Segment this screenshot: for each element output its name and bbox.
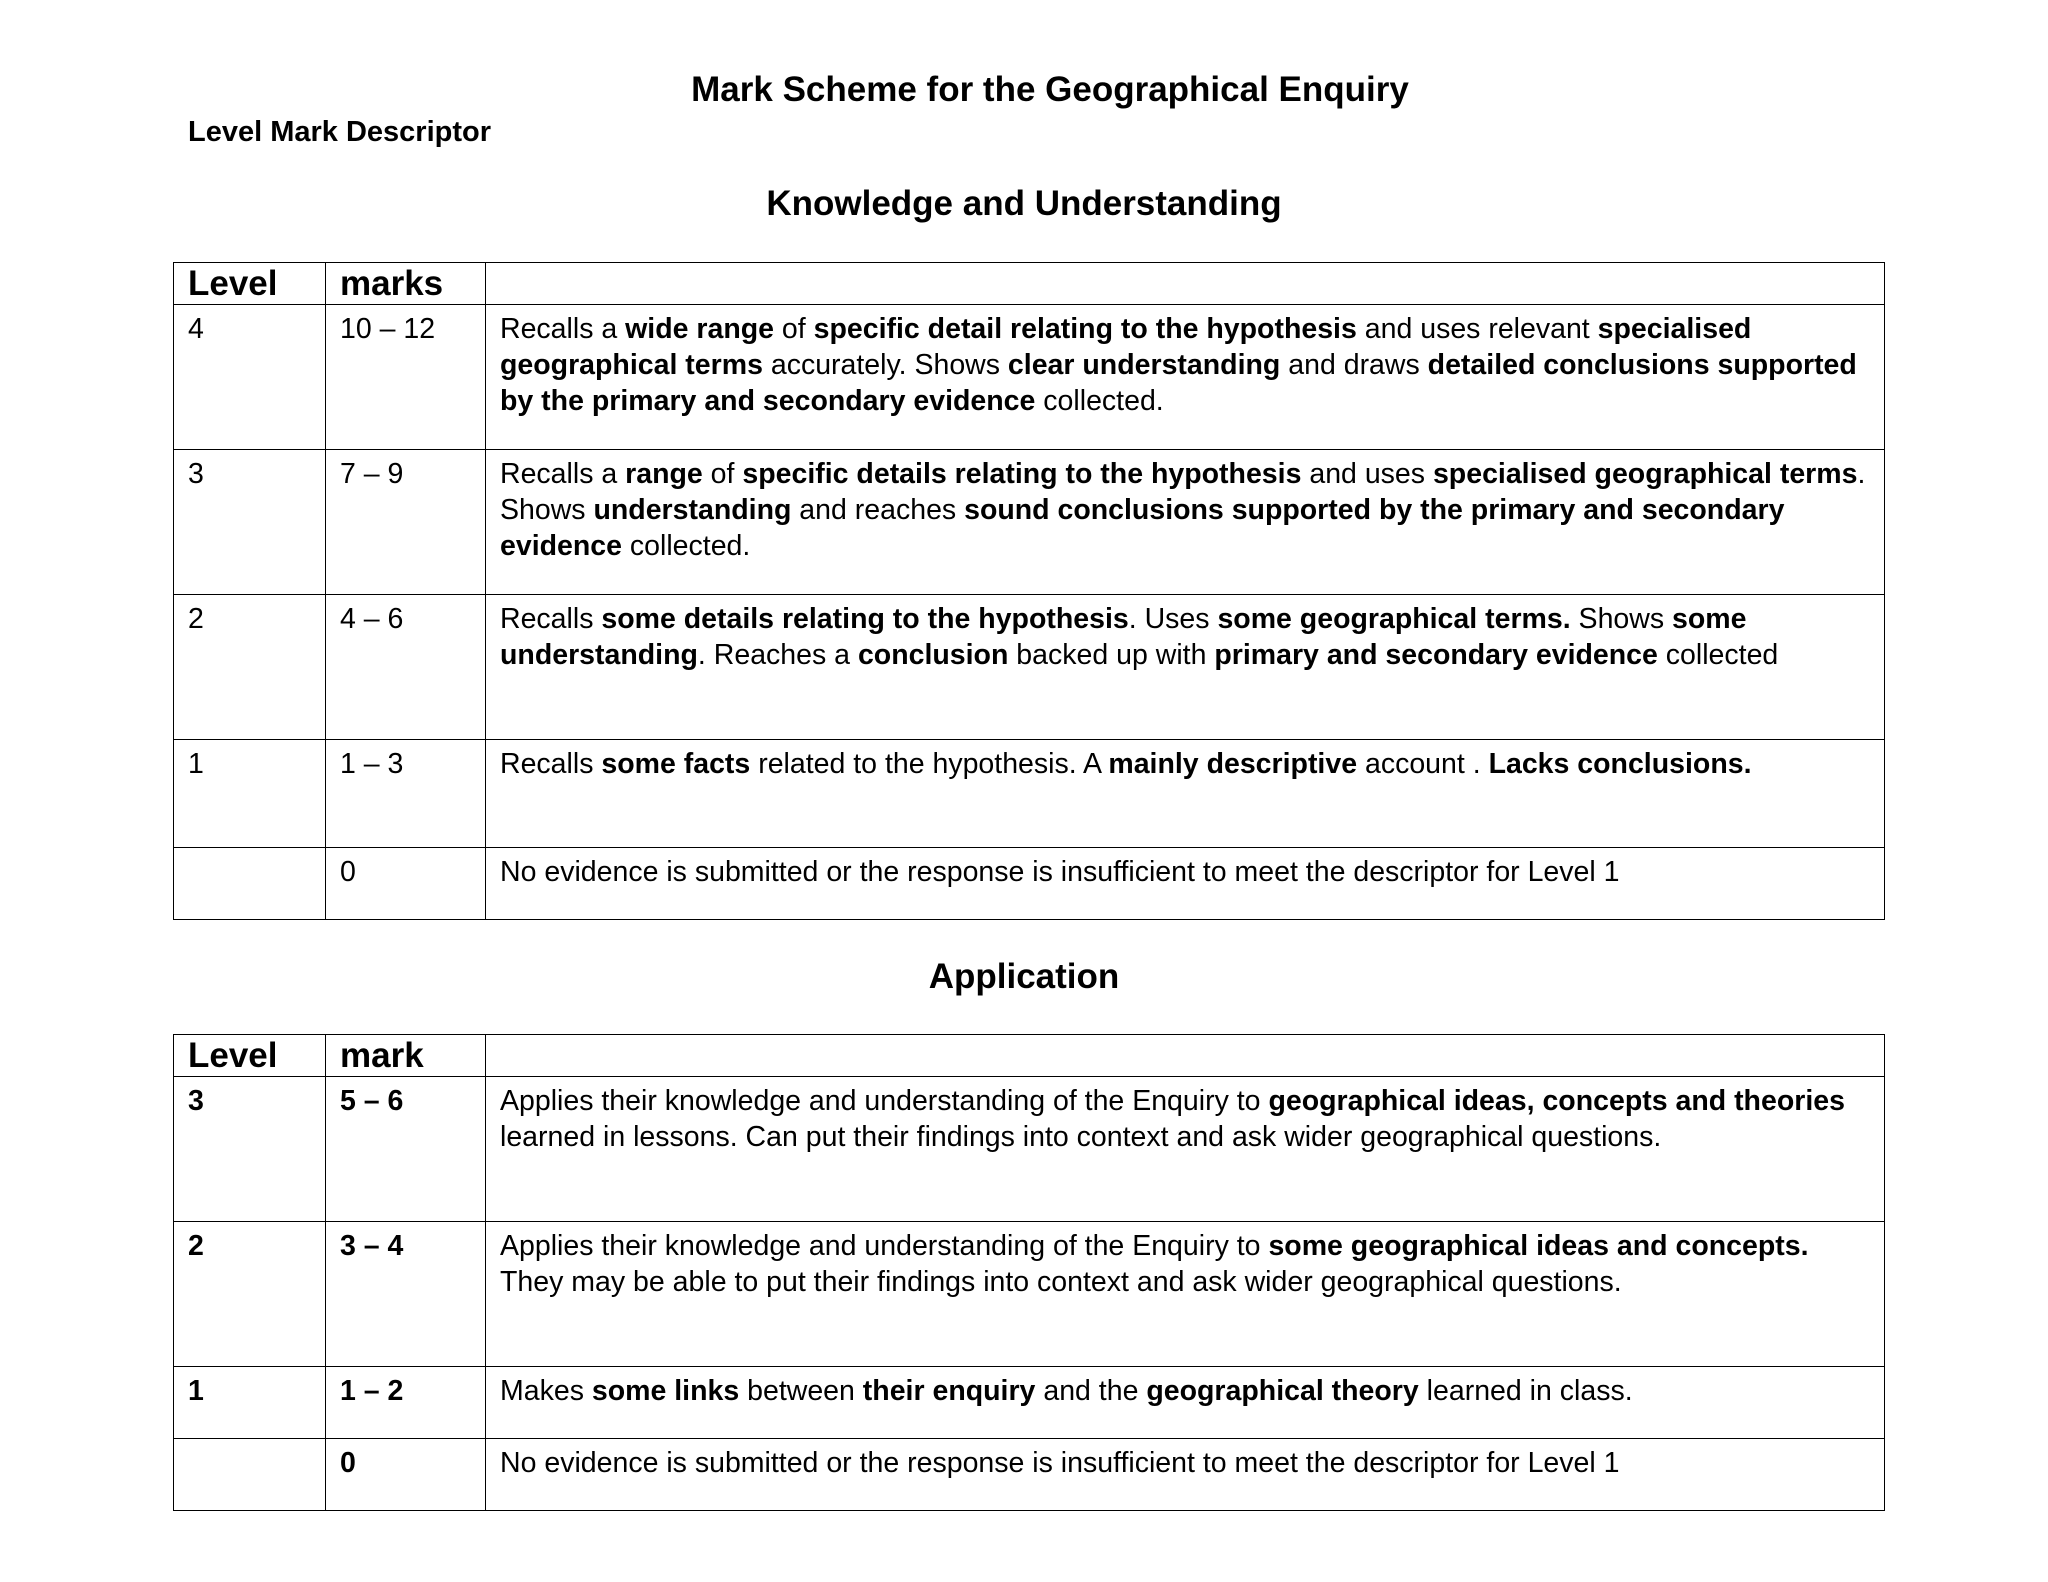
descriptor-text: some understanding xyxy=(500,603,1747,671)
table-row xyxy=(174,595,1885,740)
marks-cell: 5 – 6 xyxy=(326,1077,486,1222)
descriptor-text: sound conclusions supported by the primary and secondary evidence xyxy=(500,494,1785,562)
level-cell: 3 xyxy=(174,450,326,595)
header-marks: mark xyxy=(326,1035,486,1077)
descriptor-cell xyxy=(486,848,1885,920)
table-row xyxy=(174,1077,1885,1222)
descriptor-text: No evidence is submitted or the response is insufficient to meet the descriptor for Level 1 xyxy=(500,856,1620,888)
table-row xyxy=(174,1439,1885,1511)
descriptor-text: learned in class. xyxy=(1418,1375,1633,1407)
descriptor-text: range xyxy=(625,458,703,490)
marks-cell: 7 – 9 xyxy=(326,450,486,595)
descriptor-text: some geographical ideas and concepts. xyxy=(1268,1230,1809,1262)
header-descriptor xyxy=(486,1035,1885,1077)
descriptor-text: some details relating to the hypothesis xyxy=(601,603,1129,635)
descriptor-text: They may be able to put their findings into context and ask wider geographical questions. xyxy=(500,1266,1622,1298)
header-marks: marks xyxy=(326,263,486,305)
descriptor-text: . Shows xyxy=(500,458,1866,526)
descriptor-text: Makes xyxy=(500,1375,592,1407)
descriptor-text: Applies their knowledge and understanding of the Enquiry to xyxy=(500,1085,1269,1117)
table-row xyxy=(174,450,1885,595)
descriptor-text: learned in lessons. Can put their findings into context and ask wider geographical questions. xyxy=(500,1121,1662,1153)
descriptor-text: primary and secondary evidence xyxy=(1214,639,1658,671)
marks-cell: 1 – 2 xyxy=(326,1367,486,1439)
descriptor-text: some geographical terms. xyxy=(1217,603,1571,635)
descriptor-text: of xyxy=(774,313,814,345)
descriptor-text: some links xyxy=(591,1375,740,1407)
table-row xyxy=(174,1367,1885,1439)
descriptor-text: Recalls xyxy=(500,603,602,635)
application-table xyxy=(173,1034,1885,1511)
descriptor-cell xyxy=(486,595,1885,740)
descriptor-text: collected xyxy=(1657,639,1779,671)
level-cell: 4 xyxy=(174,305,326,450)
descriptor-text: and reaches xyxy=(791,494,965,526)
marks-cell: 0 xyxy=(326,848,486,920)
descriptor-text: wide range xyxy=(625,313,775,345)
level-mark-descriptor-heading: Level Mark Descriptor xyxy=(188,116,492,148)
header-level: Level xyxy=(174,1035,326,1077)
descriptor-cell xyxy=(486,1367,1885,1439)
knowledge-table xyxy=(173,262,1885,920)
descriptor-cell xyxy=(486,740,1885,848)
descriptor-text: collected. xyxy=(1035,385,1164,417)
level-cell: 1 xyxy=(174,1367,326,1439)
descriptor-text: of xyxy=(702,458,743,490)
document-title: Mark Scheme for the Geographical Enquiry xyxy=(691,70,1409,109)
descriptor-text: Lacks conclusions. xyxy=(1488,748,1752,780)
table-header-row xyxy=(174,263,1885,305)
descriptor-cell xyxy=(486,450,1885,595)
table-header-row xyxy=(174,1035,1885,1077)
table-row xyxy=(174,305,1885,450)
knowledge-section-title: Knowledge and Understanding xyxy=(766,184,1282,223)
descriptor-text: Applies their knowledge and understanding of the Enquiry to xyxy=(500,1230,1269,1262)
descriptor-text: and uses relevant xyxy=(1356,313,1598,345)
descriptor-text: geographical ideas, concepts and theories xyxy=(1268,1085,1845,1117)
level-cell xyxy=(174,1439,326,1511)
descriptor-text: Recalls a xyxy=(500,458,626,490)
descriptor-text: Recalls a xyxy=(500,313,626,345)
descriptor-text: . Reaches a xyxy=(697,639,858,671)
header-level: Level xyxy=(174,263,326,305)
header-descriptor xyxy=(486,263,1885,305)
marks-cell: 0 xyxy=(326,1439,486,1511)
level-cell: 1 xyxy=(174,740,326,848)
marks-cell: 4 – 6 xyxy=(326,595,486,740)
descriptor-cell xyxy=(486,1222,1885,1367)
descriptor-text: conclusion xyxy=(857,639,1009,671)
descriptor-cell xyxy=(486,1077,1885,1222)
level-cell: 3 xyxy=(174,1077,326,1222)
descriptor-text: and draws xyxy=(1280,349,1428,381)
descriptor-text: No evidence is submitted or the response is insufficient to meet the descriptor for Level 1 xyxy=(500,1447,1620,1479)
table-row xyxy=(174,848,1885,920)
level-cell: 2 xyxy=(174,595,326,740)
descriptor-text: specialised geographical terms xyxy=(500,313,1752,381)
descriptor-cell xyxy=(486,305,1885,450)
level-cell: 2 xyxy=(174,1222,326,1367)
descriptor-text: detailed conclusions supported by the primary and secondary evidence xyxy=(500,349,1857,417)
descriptor-text: related to the hypothesis. A xyxy=(750,748,1109,780)
descriptor-text: some facts xyxy=(601,748,751,780)
descriptor-text: collected. xyxy=(622,530,751,562)
application-section-title: Application xyxy=(928,957,1120,996)
descriptor-text: and the xyxy=(1035,1375,1147,1407)
descriptor-text: backed up with xyxy=(1008,639,1215,671)
table-row xyxy=(174,1222,1885,1367)
marks-cell: 10 – 12 xyxy=(326,305,486,450)
descriptor-text: between xyxy=(739,1375,863,1407)
level-cell xyxy=(174,848,326,920)
descriptor-text: specialised geographical terms xyxy=(1432,458,1858,490)
descriptor-text: their enquiry xyxy=(862,1375,1036,1407)
marks-cell: 1 – 3 xyxy=(326,740,486,848)
marks-cell: 3 – 4 xyxy=(326,1222,486,1367)
descriptor-text: and uses xyxy=(1301,458,1433,490)
descriptor-text: specific detail relating to the hypothesis xyxy=(813,313,1357,345)
table-row xyxy=(174,740,1885,848)
descriptor-text: Shows xyxy=(1570,603,1673,635)
descriptor-text: specific details relating to the hypothesis xyxy=(742,458,1302,490)
descriptor-text: mainly descriptive xyxy=(1108,748,1358,780)
descriptor-text: . Uses xyxy=(1128,603,1218,635)
descriptor-text: account . xyxy=(1357,748,1489,780)
descriptor-text: understanding xyxy=(593,494,792,526)
descriptor-text: accurately. Shows xyxy=(762,349,1008,381)
descriptor-text: clear understanding xyxy=(1007,349,1281,381)
descriptor-text: geographical theory xyxy=(1146,1375,1419,1407)
descriptor-text: Recalls xyxy=(500,748,602,780)
descriptor-cell xyxy=(486,1439,1885,1511)
